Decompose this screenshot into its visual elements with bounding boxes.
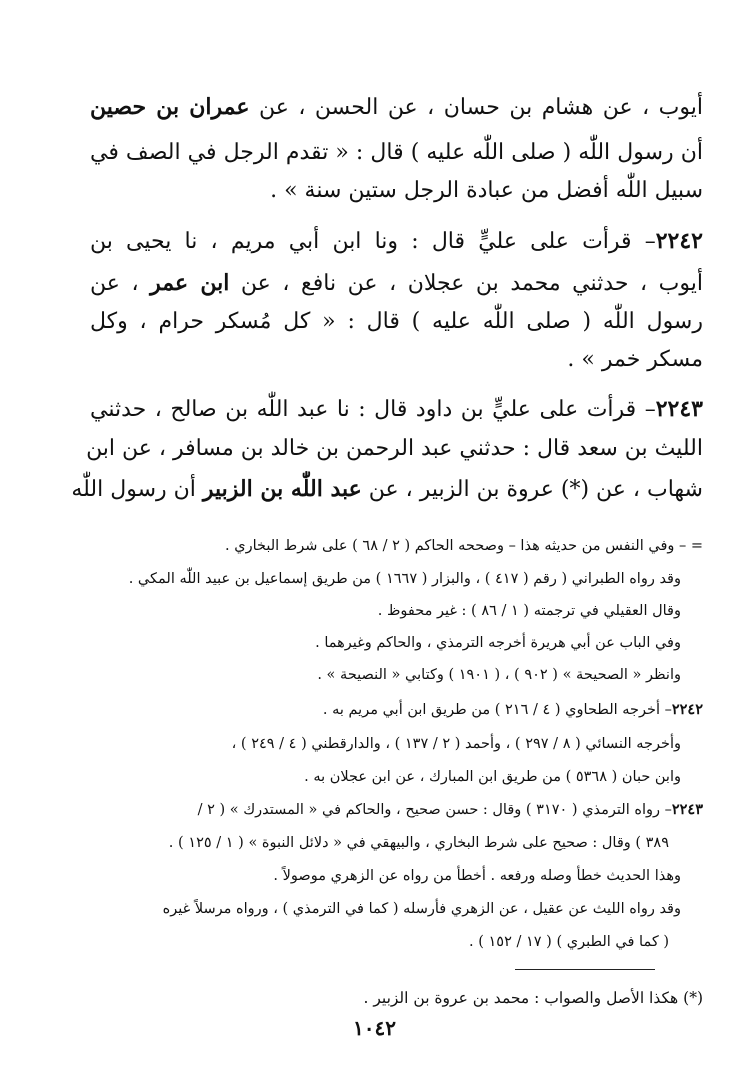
footnote-2243 — [90, 797, 703, 823]
footnote-line: وابن حبان ( ٥٣٦٨ ) من طريق ابن المبارك ، عن ابن عجلان به . — [304, 769, 681, 785]
body-text: شهاب ، عن (*) عروة بن الزبير ، عن — [361, 477, 703, 502]
body-line-6: رسول اللّٰه ( صلى اللّٰه عليه ) قال : « كل مُسكر حرام ، وكل — [90, 309, 703, 334]
footnote-line: ( كما في الطبري ) ( ١٧ / ١٥٢ ) . — [469, 934, 669, 950]
hadith-number: ٢٢٤٢ — [655, 228, 703, 254]
footnote-line: ٣٨٩ ) وقال : صحيح على شرط البخاري ، والبيهقي في « دلائل النبوة » ( ١ / ١٢٥ ) . — [168, 835, 669, 851]
body-line-7: مسكر خمر » . — [567, 347, 703, 372]
hadith-2243-heading — [90, 390, 703, 428]
body-line-1 — [90, 88, 703, 126]
footnote-line: = – وفي النفس من حديثه هذا – وصححه الحاكم ( ٢ / ٦٨ ) على شرط البخاري . — [225, 538, 703, 554]
narrator-name: عبد اللّٰه بن الزبير — [202, 476, 362, 502]
body-text: ، عن — [90, 271, 151, 296]
footnote-2242 — [90, 697, 703, 723]
body-text: – قرأت على عليٍّ قال : ونا ابن أبي مريم ، نا يحيى بن — [90, 229, 656, 254]
body-text: – قرأت على عليٍّ بن داود قال : نا عبد اللّٰه بن صالح ، حدثني — [90, 397, 656, 422]
body-line-10 — [71, 470, 703, 508]
page-number: ١٠٤٢ — [353, 1016, 396, 1040]
footnote-text: – أخرجه الطحاوي ( ٤ / ٢١٦ ) من طريق ابن أبي مريم به . — [322, 702, 672, 718]
footnote-line: وانظر « الصحيحة » ( ٩٠٢ ) ، ( ١٩٠١ ) وكتابي « النصيحة » . — [317, 667, 681, 683]
footnote-line: وأخرجه النسائي ( ٨ / ٢٩٧ ) ، وأحمد ( ٢ / ١٣٧ ) ، والدارقطني ( ٤ / ٢٤٩ ) ، — [231, 736, 681, 752]
body-line-3: سبيل اللّٰه أفضل من عبادة الرجل ستين سنة » . — [270, 178, 703, 203]
narrator-name: عمران بن حصين — [90, 94, 250, 120]
footnote-number: ٢٢٤٣ — [671, 801, 703, 818]
star-footnote: (*) هكذا الأصل والصواب : محمد بن عروة بن الزبير . — [363, 989, 703, 1007]
hadith-number: ٢٢٤٣ — [655, 396, 703, 422]
footnote-number: ٢٢٤٢ — [671, 701, 703, 718]
footnote-line: وقد رواه الليث عن عقيل ، عن الزهري فأرسله ( كما في الترمذي ) ، ورواه مرسلاً غيره — [162, 901, 681, 917]
hadith-2242-heading — [90, 222, 703, 260]
footnote-text: – رواه الترمذي ( ٣١٧٠ ) وقال : حسن صحيح ، والحاكم في « المستدرك » ( ٢ / — [197, 802, 672, 818]
footnote-line: وقال العقيلي في ترجمته ( ١ / ٨٦ ) : غير محفوظ . — [377, 603, 681, 619]
body-line-9: الليث بن سعد قال : حدثني عبد الرحمن بن خالد بن مسافر ، عن ابن — [86, 436, 703, 461]
footnote-separator — [515, 969, 655, 970]
body-text: أيوب ، حدثني محمد بن عجلان ، عن نافع ، عن — [229, 271, 703, 296]
footnote-line: وقد رواه الطبراني ( رقم ( ٤١٧ ) ، والبزار ( ١٦٦٧ ) من طريق إسماعيل بن عبيد اللّٰه المكي . — [128, 571, 681, 587]
footnote-line: وفي الباب عن أبي هريرة أخرجه الترمذي ، والحاكم وغيرهما . — [315, 635, 681, 651]
footnote-line: وهذا الحديث خطأ وصله ورفعه . أخطأ من رواه عن الزهري موصولاً . — [273, 868, 681, 884]
body-line-2: أن رسول اللّٰه ( صلى اللّٰه عليه ) قال : « تقدم الرجل في الصف في — [90, 140, 703, 165]
body-text: أيوب ، عن هشام بن حسان ، عن الحسن ، عن — [249, 95, 703, 120]
narrator-name: ابن عمر — [150, 270, 230, 296]
body-text: أن رسول اللّٰه — [71, 477, 203, 502]
body-line-5 — [90, 264, 703, 302]
